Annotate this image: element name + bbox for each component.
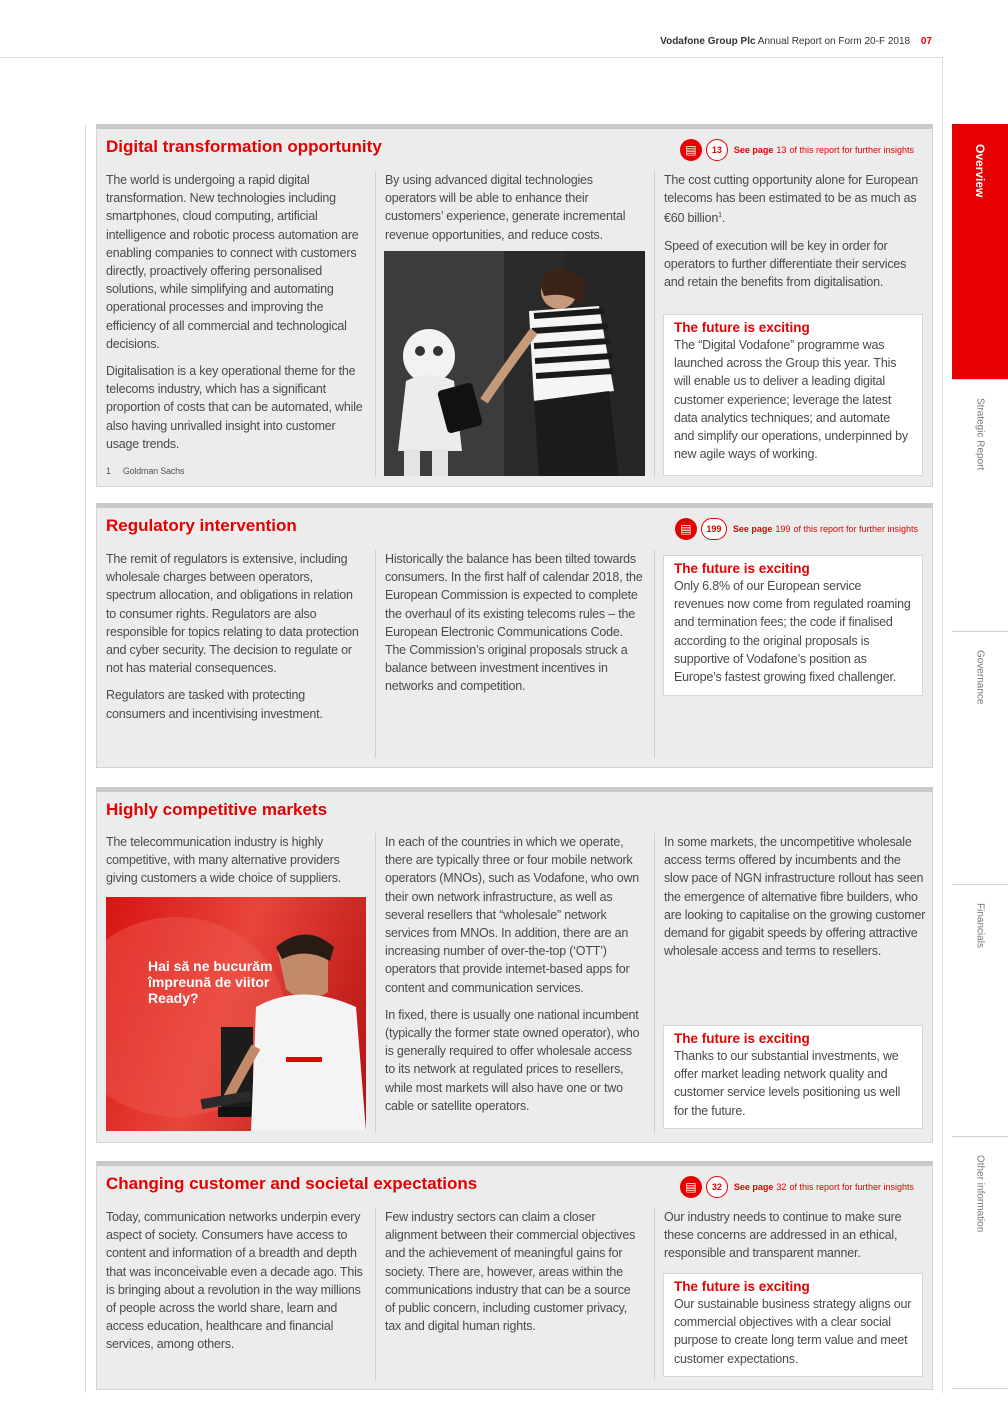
future-text: Thanks to our substantial investments, we offer market leading network quality and customer service levels positioning us well for the future. <box>674 1049 901 1118</box>
tab-label: Strategic Report <box>974 398 986 471</box>
future-title: The future is exciting <box>674 320 810 335</box>
see-page-label: See page <box>733 145 774 155</box>
page-ref-badge: 32 <box>706 1176 728 1198</box>
see-page-number: 13 <box>776 145 787 155</box>
column-divider <box>375 833 376 1133</box>
see-page-suffix: of this report for further insights <box>789 145 914 155</box>
see-page-link[interactable] <box>680 1175 914 1199</box>
book-icon: ▤ <box>680 139 702 161</box>
paragraph: Today, communication networks underpin every aspect of society. Consumers have access to content and information of a breadth and depth that was inconceivable even a decade ago. This is bringing about a revolution in the way millions of people across the world share, learn and access education, healthcare and financial services, among others. <box>106 1210 363 1352</box>
column-divider <box>375 550 376 758</box>
see-page-label: See page <box>732 524 773 534</box>
sign-line-1: Hai să ne bucurăm <box>148 958 273 974</box>
tab-label: Other information <box>974 1155 986 1233</box>
footnote-number: 1 <box>106 466 111 477</box>
column-1 <box>106 833 364 897</box>
column-2 <box>385 171 643 253</box>
header-company: Vodafone Group Plc <box>660 36 756 47</box>
paragraph: The remit of regulators is extensive, including wholesale charges between operators, spectrum allocation, and obligations in relation to consumer rights. Regulators are also responsible for topics relating to data protection and cyber security. The decision to regulate or not has material consequences. <box>106 552 359 676</box>
future-text: Only 6.8% of our European service revenues now come from regulated roaming and termination fees; the code if finalised according to the original proposals is supportive of Vodafone’s position as Europe’s fastest growing fixed challenger. <box>674 579 911 685</box>
see-page-link[interactable] <box>675 517 918 541</box>
section-title: Changing customer and societal expectations <box>106 1174 478 1193</box>
column-1 <box>106 171 364 480</box>
future-title: The future is exciting <box>674 561 810 576</box>
paragraph: The cost cutting opportunity alone for European telecoms has been estimated to be as much as €60 billion$^1$. <box>664 173 918 226</box>
paragraph: In some markets, the uncompetitive wholesale access terms offered by incumbents and the slow pace of NGN infrastructure rollout has seen the emergence of alternative fibre builders, who are looking to capitalise on the growing customer demand for gigabit speeds by offering attractive wholesale access and terms to resellers. <box>664 835 926 959</box>
column-2 <box>385 550 643 705</box>
paragraph: The telecommunication industry is highly competitive, with many alternative providers giving customers a wide choice of suppliers. <box>106 835 342 886</box>
book-icon: ▤ <box>675 518 697 540</box>
paragraph: Historically the balance has been tilted towards consumers. In the first half of calendar 2018, the European Commission is expected to complete the overhaul of its existing telecoms rules – the European Electronic Communications Code. The Commission’s original proposals struck a balance between investment incentives in networks and competition. <box>385 552 643 694</box>
paragraph: In each of the countries in which we operate, there are typically three or four mobile network operators (MNOs), such as Vodafone, who own their own network infrastructure, as well as several resellers that “wholesale” network services from MNOs. In addition, there are an increasing number of over-the-top (‘OTT’) operators that provide internet-based apps for content and communication services. <box>385 835 640 995</box>
see-page-number: 32 <box>776 1182 787 1192</box>
page-ref-badge: 13 <box>706 139 728 161</box>
section-title: Highly competitive markets <box>106 800 328 819</box>
tab-label: Financials <box>974 903 986 949</box>
running-header <box>660 36 932 47</box>
book-icon: ▤ <box>680 1176 702 1198</box>
tab-label: Governance <box>974 650 986 705</box>
see-page-number: 199 <box>775 524 791 534</box>
future-title: The future is exciting <box>674 1279 810 1294</box>
column-divider <box>375 1208 376 1380</box>
paragraph: In fixed, there is usually one national incumbent (typically the former state owned operator), who is generally required to offer wholesale access to its network at regulated prices to resellers, while most markets will also have one or two cable or satellite operators. <box>385 1007 640 1113</box>
sign-line-3: Ready? <box>148 990 199 1006</box>
paragraph: Few industry sectors can claim a closer alignment between their commercial objectives and the achievement of meaningful gains for society. There are, however, areas within the communications industry that can be a source of public concern, including customer privacy, tax and digital human rights. <box>385 1210 636 1334</box>
future-text: Our sustainable business strategy aligns our commercial objectives with a clear social purpose to create long term value and meet customer expectations. <box>674 1297 912 1366</box>
see-page-suffix: of this report for further insights <box>793 524 918 534</box>
future-box <box>663 314 923 476</box>
column-divider <box>654 1208 655 1380</box>
footnote-text: Goldman Sachs <box>122 466 185 477</box>
future-title: The future is exciting <box>674 1031 810 1046</box>
column-1 <box>106 1208 364 1363</box>
sign-line-2: împreună de viitor <box>148 974 270 990</box>
future-text: The “Digital Vodafone” programme was launched across the Group this year. This will enable us to deliver a leading digital customer experience; leverage the latest data analytics techniques; and automate and simplify our operations, underpinned by new agile ways of working. <box>674 338 908 462</box>
future-box <box>663 1025 923 1129</box>
column-3 <box>664 1208 926 1272</box>
see-page-suffix: of this report for further insights <box>789 1182 914 1192</box>
footnote <box>106 462 364 480</box>
page-number: 07 <box>920 36 932 47</box>
header-report: Annual Report on Form 20-F 2018 <box>757 36 911 47</box>
footnote-marker: 1 <box>718 212 722 220</box>
tab-overview[interactable] <box>952 124 1008 379</box>
column-divider <box>654 550 655 758</box>
right-rule <box>942 57 943 1393</box>
section-title: Digital transformation opportunity <box>106 137 382 156</box>
header-rule <box>0 57 943 58</box>
column-divider <box>375 171 376 477</box>
tab-financials[interactable] <box>952 884 1008 1136</box>
left-rule <box>85 124 86 1393</box>
tab-strategic-report[interactable] <box>952 379 1008 631</box>
tab-governance[interactable] <box>952 631 1008 884</box>
paragraph-text: The cost cutting opportunity alone for European telecoms has been estimated to be as much as €60 billion <box>664 173 918 226</box>
column-divider <box>654 171 655 477</box>
paragraph: Our industry needs to continue to make sure these concerns are addressed in an ethical, responsible and transparent manner. <box>664 1210 902 1261</box>
column-1 <box>106 550 364 732</box>
future-box <box>663 1273 923 1377</box>
tab-other-information[interactable] <box>952 1136 1008 1389</box>
column-2 <box>385 1208 643 1344</box>
tab-label: Overview <box>973 144 987 198</box>
see-page-link[interactable] <box>680 138 914 162</box>
see-page-label: See page <box>733 1182 774 1192</box>
store-photo <box>106 897 366 1131</box>
column-divider <box>654 833 655 1133</box>
section-title: Regulatory intervention <box>106 516 297 535</box>
column-2 <box>385 833 643 1124</box>
column-3 <box>664 833 926 969</box>
paragraph: Digitalisation is a key operational theme for the telecoms industry, which has a significant proportion of costs that can be automated, while also having unrivalled insight into customer usage trends. <box>106 364 363 451</box>
column-3 <box>664 171 926 300</box>
paragraph: By using advanced digital technologies operators will be able to enhance their customers’ experience, generate incremental revenue opportunities, and reduce costs. <box>385 173 626 242</box>
future-box <box>663 555 923 696</box>
paragraph: The world is undergoing a rapid digital transformation. New technologies including smartphones, cloud computing, artificial intelligence and robotic process automation are enabling companies to connect with customers directly, proactively offering personalised solutions, while simplifying and automating operational processes and improving the efficiency of all commercial and technological decisions. <box>106 173 359 351</box>
paragraph: Speed of execution will be key in order for operators to further differentiate their services and retain the benefits from digitalisation. <box>664 238 907 290</box>
paragraph: Regulators are tasked with protecting consumers and incentivising investment. <box>106 688 323 721</box>
robot-photo <box>384 251 645 476</box>
page-ref-badge: 199 <box>701 518 727 540</box>
